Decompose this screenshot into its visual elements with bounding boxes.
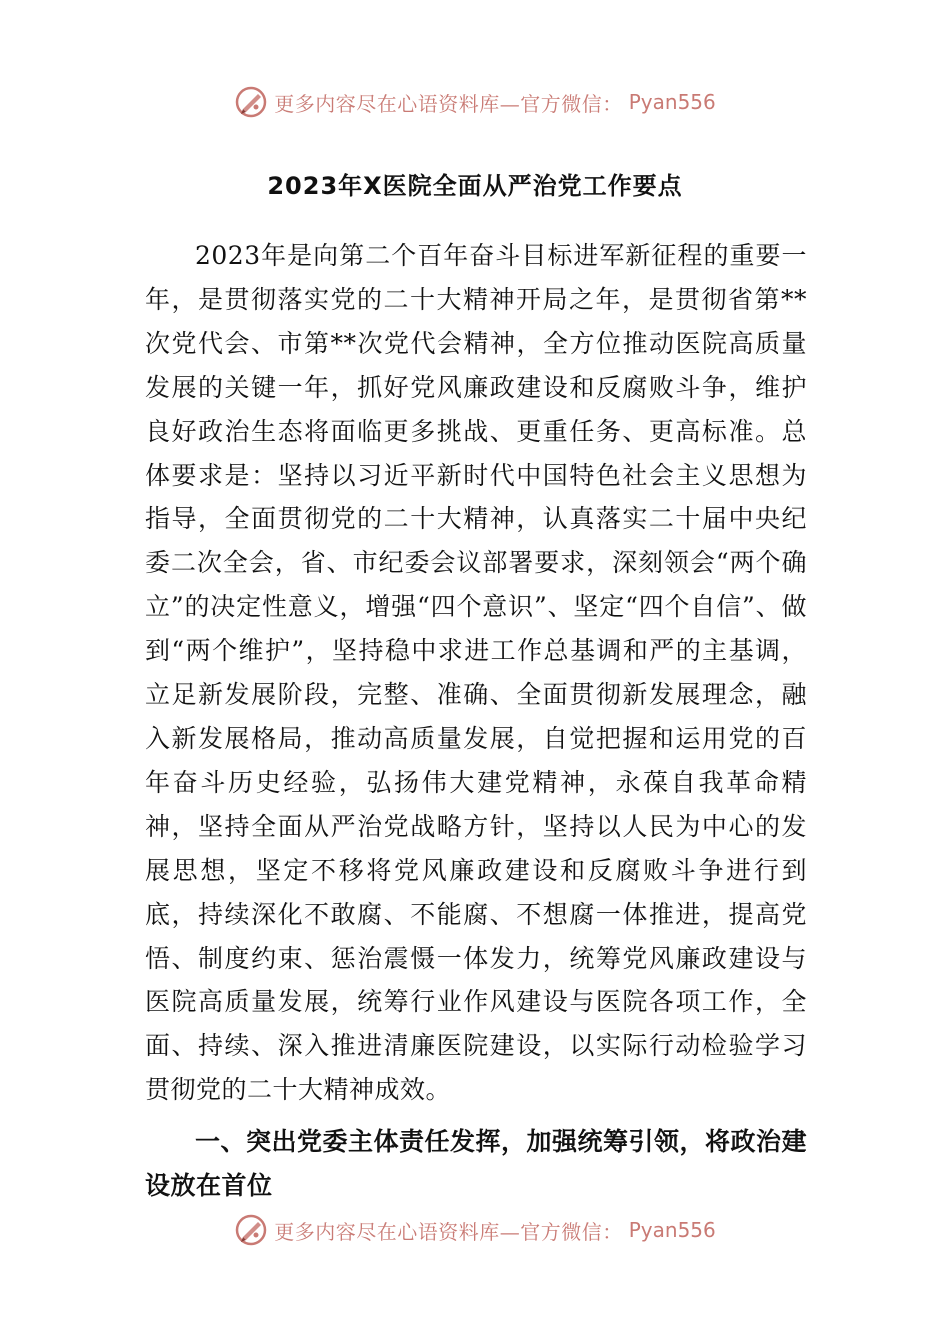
watermark-wechat-id: Pyan556 [628,1218,716,1242]
footer-watermark [0,1210,950,1250]
watermark-wechat-id: Pyan556 [628,90,716,114]
header-watermark [0,82,950,122]
watermark-text: 更多内容尽在心语资料库—官方微信： [274,1219,623,1244]
watermark-text: 更多内容尽在心语资料库—官方微信： [274,91,623,116]
section-heading: 一、突出党委主体责任发挥，加强统筹引领，将政治建设放在首位 [145,1127,808,1201]
document-body [145,234,807,1208]
pen-logo-icon [234,85,268,119]
document-title: 2023年X医院全面从严治党工作要点 [267,172,683,200]
intro-paragraph: 2023年是向第二个百年奋斗目标进军新征程的重要一年，是贯彻落实党的二十大精神开局之年，是贯彻省第**次党代会、市第**次党代会精神，全方位推动医院高质量发展的关键一年，抓好党风廉政建设和反腐败斗争，维护良好政治生态将面临更多挑战、更重任务、更高标准。总体要求是：坚持以习近平新时代中国特色社会主义思想为指导，全面贯彻党的二十大精神，认真落实二十届中央纪委二次全会，省、市纪委会议部署要求，深刻领会“两个确立”的决定性意义，增强“四个意识”、坚定“四个自信”、做到“两个维护”，坚持稳中求进工作总基调和严的主基调，立足新发展阶段，完整、准确、全面贯彻新发展理念，融入新发展格局，推动高质量发展，自觉把握和运用党的百年奋斗历史经验，弘扬伟大建党精神，永葆自我革命精神，坚持全面从严治党战略方针，坚持以人民为中心的发展思想，坚定不移将党风廉政建设和反腐败斗争进行到底，持续深化不敢腐、不能腐、不想腐一体推进，提高党悟、制度约束、惩治震慑一体发力，统筹党风廉政建设与医院高质量发展，统筹行业作风建设与医院各项工作，全面、持续、深入推进清廉医院建设，以实际行动检验学习贯彻党的二十大精神成效。 [145,241,807,1105]
pen-logo-icon [234,1213,268,1247]
